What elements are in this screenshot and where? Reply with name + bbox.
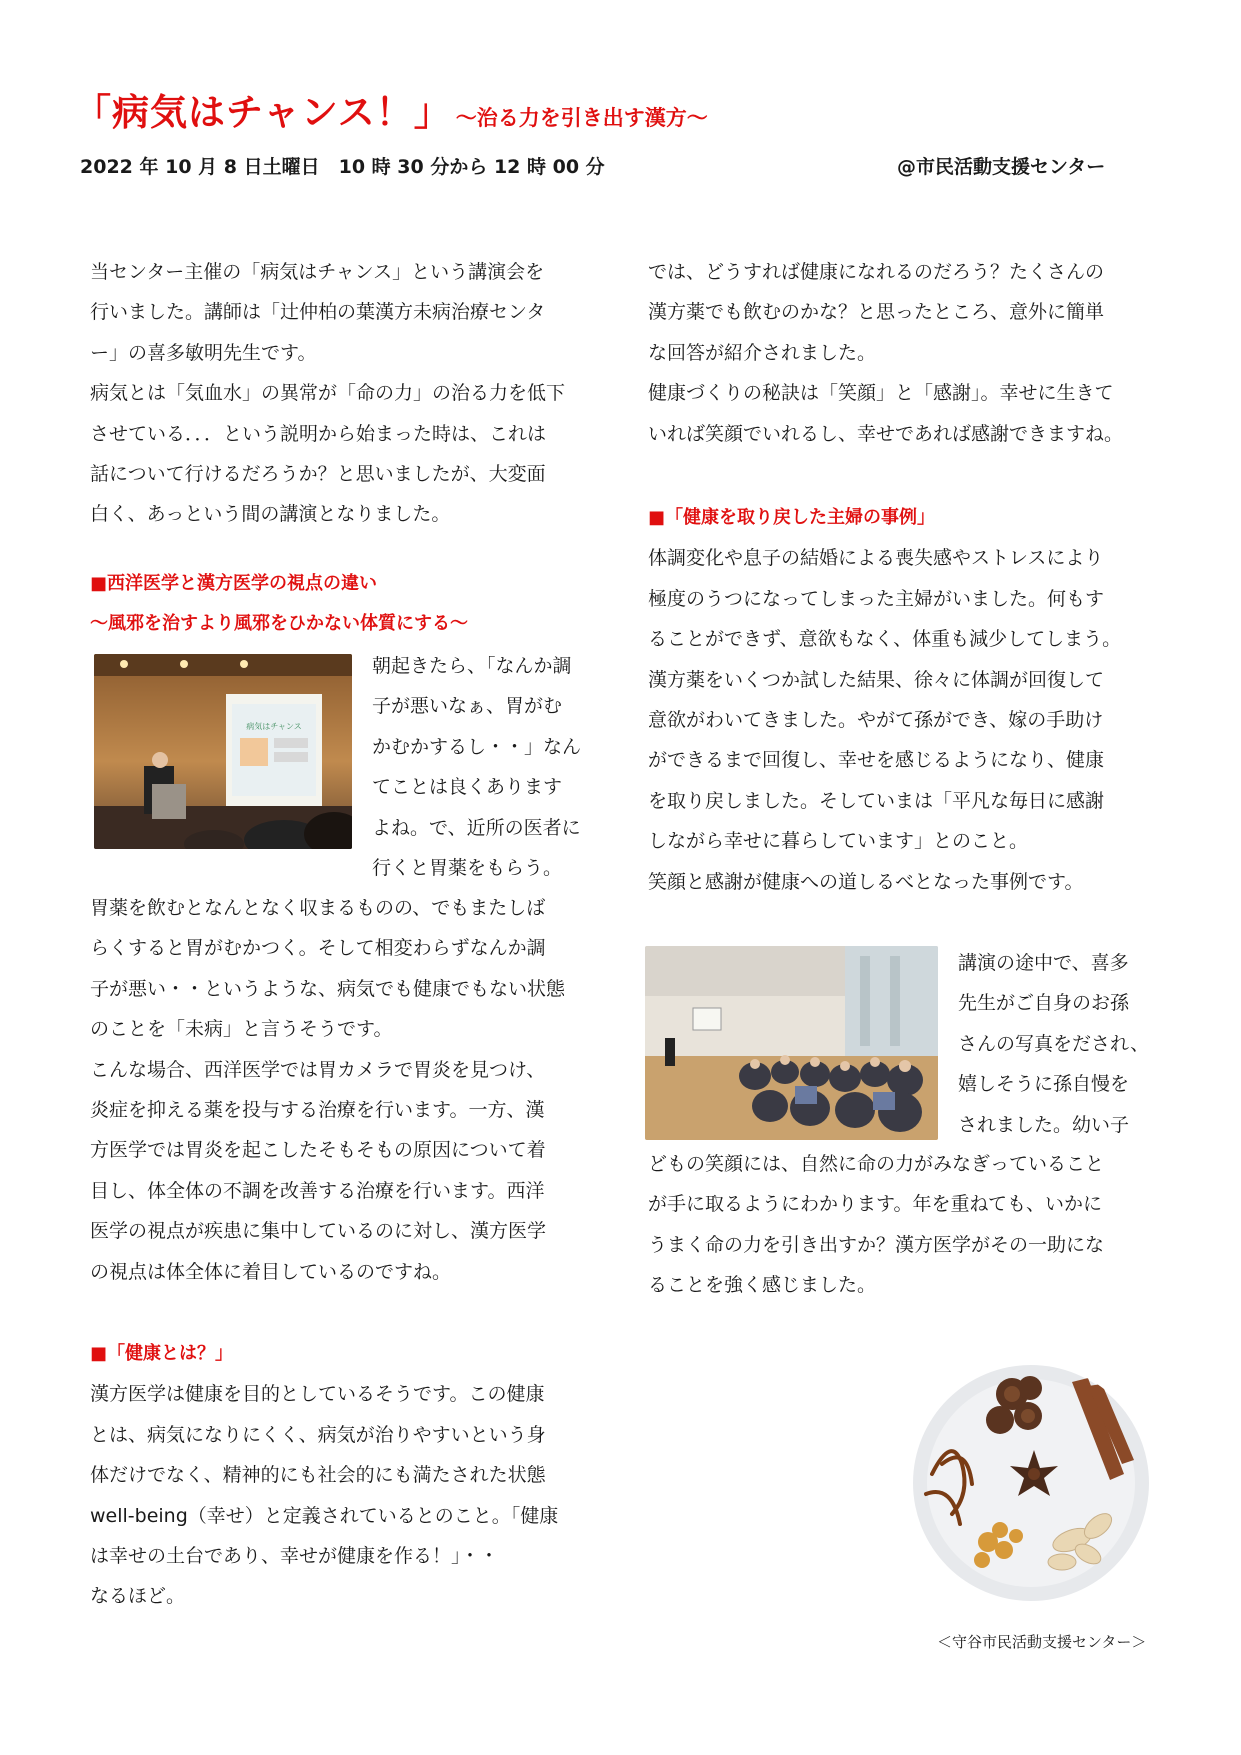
section2 [90, 1334, 600, 1617]
text-line: な回答が紹介されました。 [648, 341, 877, 364]
text-line: 漢方薬をいくつか試した結果、徐々に体調が回復して [648, 668, 1105, 691]
audience-photo [645, 946, 938, 1140]
text-line: こんな場合、西洋医学では胃カメラで胃炎を見つけ、 [90, 1058, 546, 1081]
section-heading: ■西洋医学と漢方医学の視点の違い [90, 573, 378, 594]
text-line: の視点は体全体に着目しているのですね。 [90, 1260, 452, 1283]
text-line: 病気とは「気血水」の異常が「命の力」の治る力を低下 [90, 382, 566, 405]
text-line: 炎症を抑える薬を投与する治療を行います。一方、漢 [90, 1099, 545, 1122]
beside-photo-text [372, 646, 612, 888]
text-line: 当センター主催の「病気はチャンス」という講演会を [90, 261, 545, 283]
text-line: のことを「未病」と言うそうです。 [90, 1018, 393, 1041]
right-intro [648, 252, 1168, 454]
text-line: 子が悪い・・というような、病気でも健康でもない状態 [90, 977, 566, 1000]
text-line: いれば笑顔でいれるし、幸せであれば感謝できますね。 [648, 422, 1124, 445]
text-line: しながら幸せに暮らしています」とのこと。 [648, 830, 1029, 853]
text-line: 漢方医学は健康を目的としているそうです。この健康 [90, 1383, 545, 1406]
text-line: 漢方薬でも飲むのかな？と思ったところ、意外に簡単 [648, 301, 1105, 324]
text-line: を取り戻しました。そしていまは「平凡な毎日に感謝 [648, 789, 1105, 812]
organization-signature: ＜守谷市民活動支援センター＞ [937, 1633, 1147, 1651]
text-line: 健康づくりの秘訣は「笑顔」と「感謝」。幸せに生きて [648, 382, 1114, 405]
event-date: 2022 年 10 月 8 日土曜日 10 時 30 分から 12 時 00 分 [80, 156, 605, 178]
text-line: 先生がご自身のお孫 [958, 992, 1130, 1015]
text-line: 行くと胃薬をもらう。 [372, 857, 563, 880]
slide-title: 病気はチャンス [246, 722, 302, 731]
page-title: 「病気はチャンス！」 [74, 91, 452, 134]
text-line: 白く、あっという間の講演となりました。 [90, 503, 451, 526]
text-line: 子が悪いなぁ、胃がむ [372, 695, 563, 718]
text-line: は幸せの土台であり、幸せが健康を作る！」・・ [90, 1545, 499, 1568]
text-line: 嬉しそうに孫自慢を [958, 1073, 1130, 1096]
text-line: 朝起きたら、「なんか調 [372, 655, 572, 677]
text-line: さんの写真をだされ、 [958, 1032, 1150, 1055]
text-line: well-being（幸せ）と定義されているとのこと。「健康 [90, 1504, 559, 1527]
text-line: ー」の喜多敏明先生です。 [90, 341, 317, 364]
text-line: 話について行けるだろうか？と思いましたが、大変面 [90, 463, 546, 486]
text-line: どもの笑顔には、自然に命の力がみなぎっていること [648, 1153, 1105, 1175]
section-subheading: ～風邪を治すより風邪をひかない体質にする～ [90, 613, 468, 635]
text-line: ることができず、意欲もなく、体重も減少してしまう。 [648, 628, 1122, 651]
text-line: 目し、体全体の不調を改善する治療を行います。西洋 [90, 1179, 545, 1202]
text-line: させている．．．という説明から始まった時は、これは [90, 422, 547, 445]
herb-plate-photo [912, 1364, 1150, 1602]
text-line: 行いました。講師は「辻仲柏の葉漢方未病治療センタ [90, 301, 546, 324]
text-line: うまく命の力を引き出すか？漢方医学がその一助にな [648, 1233, 1105, 1256]
text-line: よね。で、近所の医者に [372, 816, 581, 839]
title [74, 82, 1174, 136]
text-line: らくすると胃がむかつく。そして相変わらずなんか調 [90, 937, 546, 960]
text-line: なるほど。 [90, 1585, 186, 1608]
closing-text [648, 1144, 1168, 1306]
text-line: 方医学では胃炎を起こしたそもそもの原因について着 [90, 1139, 546, 1162]
text-line: 講演の途中で、喜多 [958, 952, 1129, 974]
text-line: 体だけでなく、精神的にも社会的にも満たされた状態 [90, 1464, 546, 1487]
section1-body [90, 888, 600, 1292]
text-line: 笑顔と感謝が健康への道しるべとなった事例です。 [648, 870, 1084, 893]
left-intro [90, 252, 600, 535]
text-line: 医学の視点が疾患に集中しているのに対し、漢方医学 [90, 1220, 547, 1243]
text-line: 体調変化や息子の結婚による喪失感やストレスにより [648, 547, 1104, 570]
text-line: が手に取るようにわかります。年を重ねても、いかに [648, 1193, 1103, 1216]
text-line: かむかするし・・」なん [372, 735, 582, 758]
lecture-photo [94, 654, 352, 849]
beside-photo-text-right [958, 943, 1178, 1145]
section-heading-west-east [90, 564, 600, 645]
text-line: 極度のうつになってしまった主婦がいました。何もす [648, 587, 1105, 610]
text-line: では、どうすれば健康になれるのだろう？たくさんの [648, 261, 1105, 283]
text-line: 胃薬を飲むとなんとなく収まるものの、でもまたしば [90, 897, 546, 919]
event-venue: @市民活動支援センター [897, 156, 1106, 178]
section3 [648, 498, 1168, 902]
section-heading: ■「健康とは？」 [90, 1343, 234, 1364]
text-line: ができるまで回復し、幸せを感じるようになり、健康 [648, 749, 1105, 772]
section-heading: ■「健康を取り戻した主婦の事例」 [648, 507, 936, 528]
text-line: ることを強く感じました。 [648, 1274, 877, 1297]
text-line: 意欲がわいてきました。やがて孫ができ、嫁の手助け [648, 709, 1104, 732]
text-line: とは、病気になりにくく、病気が治りやすいという身 [90, 1423, 546, 1446]
page-subtitle: ～治る力を引き出す漢方～ [455, 106, 708, 130]
text-line: されました。幼い子 [958, 1113, 1130, 1136]
text-line: てことは良くあります [372, 776, 563, 799]
